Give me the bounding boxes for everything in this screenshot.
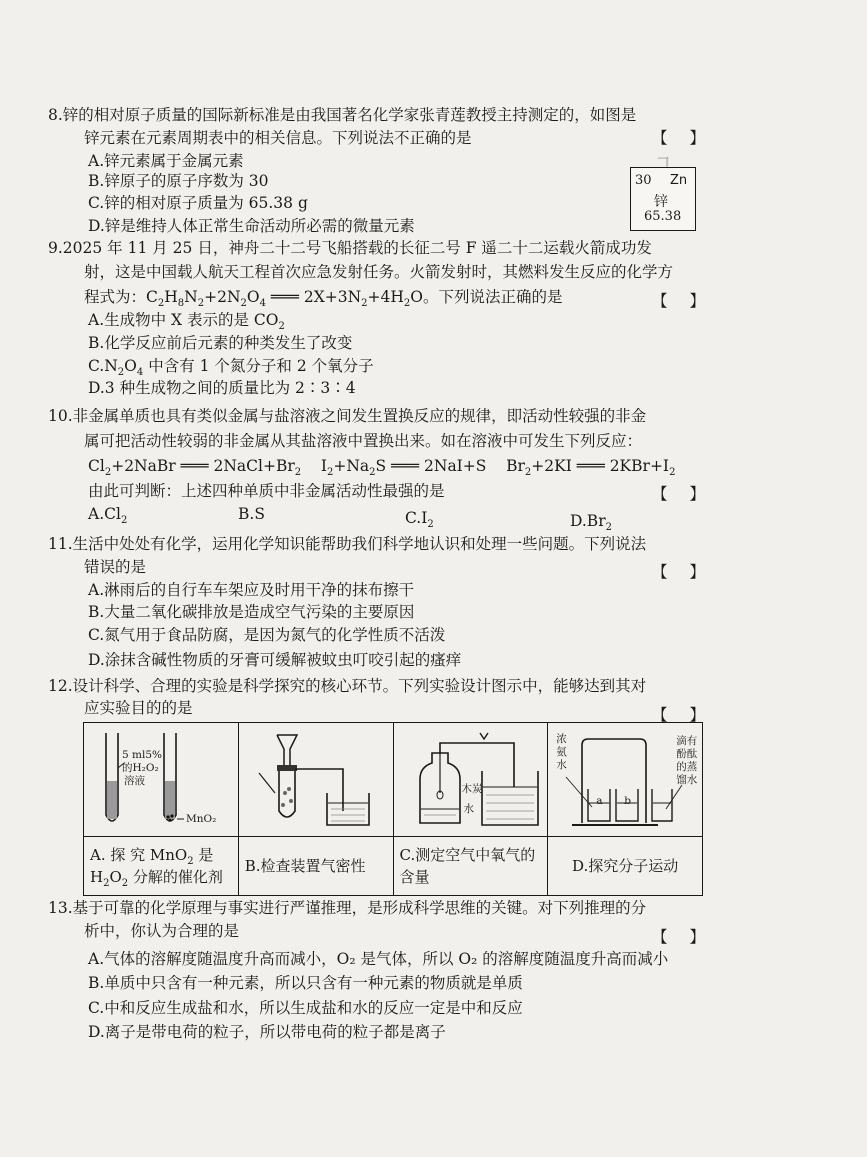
experiment-caption-c: C.测定空气中氧气的含量 [393, 837, 548, 896]
fig-c-charcoal-label: 木炭 [461, 783, 483, 795]
q9-equation: $C_2H_8N_2+2N_2O_4$ ═══ $2X+3N_2+4H_2O$。 [146, 288, 439, 310]
q13-option-a: A.气体的溶解度随温度升高而减小，O₂ 是气体，所以 O₂ 的溶解度随温度升高而减小 [88, 950, 669, 968]
experiment-figure-b [238, 723, 393, 837]
q10-option-d: $D.Br_2$ [570, 512, 612, 534]
fig-a-label-1: 5 ml5% [122, 749, 162, 761]
q8-option-c: C.锌的相对原子质量为 65.38 g [88, 194, 308, 212]
q11-stem-line2: 错误的是 [84, 558, 147, 576]
q9-stem-line3: 程式为：$C_2H_8N_2+2N_2O_4$ ═══ $2X+3N_2+4H_2O$。下列说法正确的是 [84, 288, 563, 310]
q13-option-b: B.单质中只含有一种元素，所以只含有一种元素的物质就是单质 [88, 974, 523, 992]
experiment-figure-c [393, 723, 548, 837]
q8-stem-line2: 锌元素在元素周期表中的相关信息。下列说法不正确的是 [84, 129, 472, 147]
q13-stem-line2: 析中，你认为合理的是 [84, 922, 240, 940]
answer-bracket: 【】 [652, 485, 728, 503]
q9-stem-line1: 9.2025 年 11 月 25 日，神舟二十二号飞船搭载的长征二号 F 遥二十二运载火箭成功发 [48, 239, 652, 257]
q11-stem-line1: 11.生活中处处有化学，运用化学知识能帮助我们科学地认识和处理一些问题。下列说法 [48, 535, 647, 553]
q8-stem-line1: 8.锌的相对原子质量的国际新标准是由我国著名化学家张青莲教授主持测定的，如图是 [48, 106, 637, 124]
q9-stem-line2: 射，这是中国载人航天工程首次应急发射任务。火箭发射时，其燃料发生反应的化学方 [84, 263, 674, 281]
q10-reactions: $Cl_2+2NaBr$ ═══ $2NaCl+Br_2$ $I_2+Na_2S$ ═══ 2NaI+S $Br_2+2KI$ ═══ $2KBr+I_2$ [88, 457, 676, 479]
q10-option-b: B.S [238, 505, 265, 523]
fig-d-beaker-a-label: a [596, 795, 603, 807]
element-mass: 65.38 [644, 209, 682, 224]
q13-option-d: D.离子是带电荷的粒子，所以带电荷的粒子都是离子 [88, 1023, 446, 1041]
answer-bracket: 【】 [652, 563, 728, 581]
q9-option-b: B.化学反应前后元素的种类发生了改变 [88, 334, 353, 352]
q9-option-c: $C.N_2O_4$ 中含有 1 个氮分子和 2 个氧分子 [88, 357, 374, 379]
zinc-element-card [630, 157, 706, 231]
q10-stem-line2: 属可把活动性较弱的非金属从其盐溶液中置换出来。如在溶液中可发生下列反应： [84, 432, 643, 450]
q8-option-d: D.锌是维持人体正常生命活动所必需的微量元素 [88, 217, 415, 235]
answer-bracket: 【】 [652, 928, 728, 946]
q11-option-a: A.淋雨后的自行车车架应及时用干净的抹布擦干 [88, 581, 415, 599]
fig-d-phenolphthalein-label: 滴有酚酞的蒸馏水 [676, 735, 698, 786]
q8-option-b: B.锌原子的原子序数为 30 [88, 172, 269, 190]
answer-bracket: 【】 [652, 129, 728, 147]
experiment-caption-d: D.探究分子运动 [548, 837, 703, 896]
q10-option-a: $A.Cl_2$ [88, 505, 128, 527]
q12-stem-line2: 应实验目的的是 [84, 699, 193, 717]
element-number: 30 [635, 173, 652, 188]
q13-stem-line1: 13.基于可靠的化学原理与事实进行严谨推理，是形成科学思维的关键。对下列推理的分 [48, 899, 647, 917]
fig-d-beaker-b-label: b [624, 795, 631, 807]
q10-stem-line1: 10.非金属单质也具有类似金属与盐溶液之间发生置换反应的规律，即活动性较强的非金 [48, 407, 647, 425]
q10-stem-line4: 由此可判断：上述四种单质中非金属活动性最强的是 [88, 482, 445, 500]
fig-d-ammonia-label: 浓氨水 [556, 733, 567, 771]
q8-option-a: A.锌元素属于金属元素 [88, 152, 244, 170]
q10-option-c: $C.I_2$ [405, 509, 434, 531]
q11-option-d: D.涂抹含碱性物质的牙膏可缓解被蚊虫叮咬引起的瘙痒 [88, 651, 462, 669]
experiment-figure-d [548, 723, 703, 837]
fig-a-label-2: 的H₂O₂ [122, 762, 159, 774]
q13-option-c: C.中和反应生成盐和水，所以生成盐和水的反应一定是中和反应 [88, 999, 523, 1017]
experiment-figure-a [84, 723, 239, 837]
q9-option-d: D.3 种生成物之间的质量比为 2∶3∶4 [88, 379, 356, 397]
experiment-caption-a: A. 探 究 MnO$_2$ 是 $H_2O_2$ 分解的催化剂 [84, 837, 239, 896]
answer-bracket: 【】 [652, 706, 728, 724]
q11-option-c: C.氮气用于食品防腐，是因为氮气的化学性质不活泼 [88, 626, 446, 644]
q11-option-b: B.大量二氧化碳排放是造成空气污染的主要原因 [88, 603, 415, 621]
fig-a-mno2-label: MnO₂ [186, 813, 217, 825]
experiment-table [83, 722, 703, 896]
experiment-caption-b: B.检查装置气密性 [238, 837, 393, 896]
q9-option-a: A.生成物中 X 表示的是 $CO_2$ [88, 311, 285, 333]
q12-stem-line1: 12.设计科学、合理的实验是科学探究的核心环节。下列实验设计图示中，能够达到其对 [48, 677, 647, 695]
fig-a-label-3: 溶液 [124, 775, 145, 787]
answer-bracket: 【】 [652, 292, 728, 310]
element-name: 锌 [654, 194, 668, 210]
fig-c-water-label: 水 [463, 803, 474, 815]
element-symbol: Zn [670, 173, 688, 188]
